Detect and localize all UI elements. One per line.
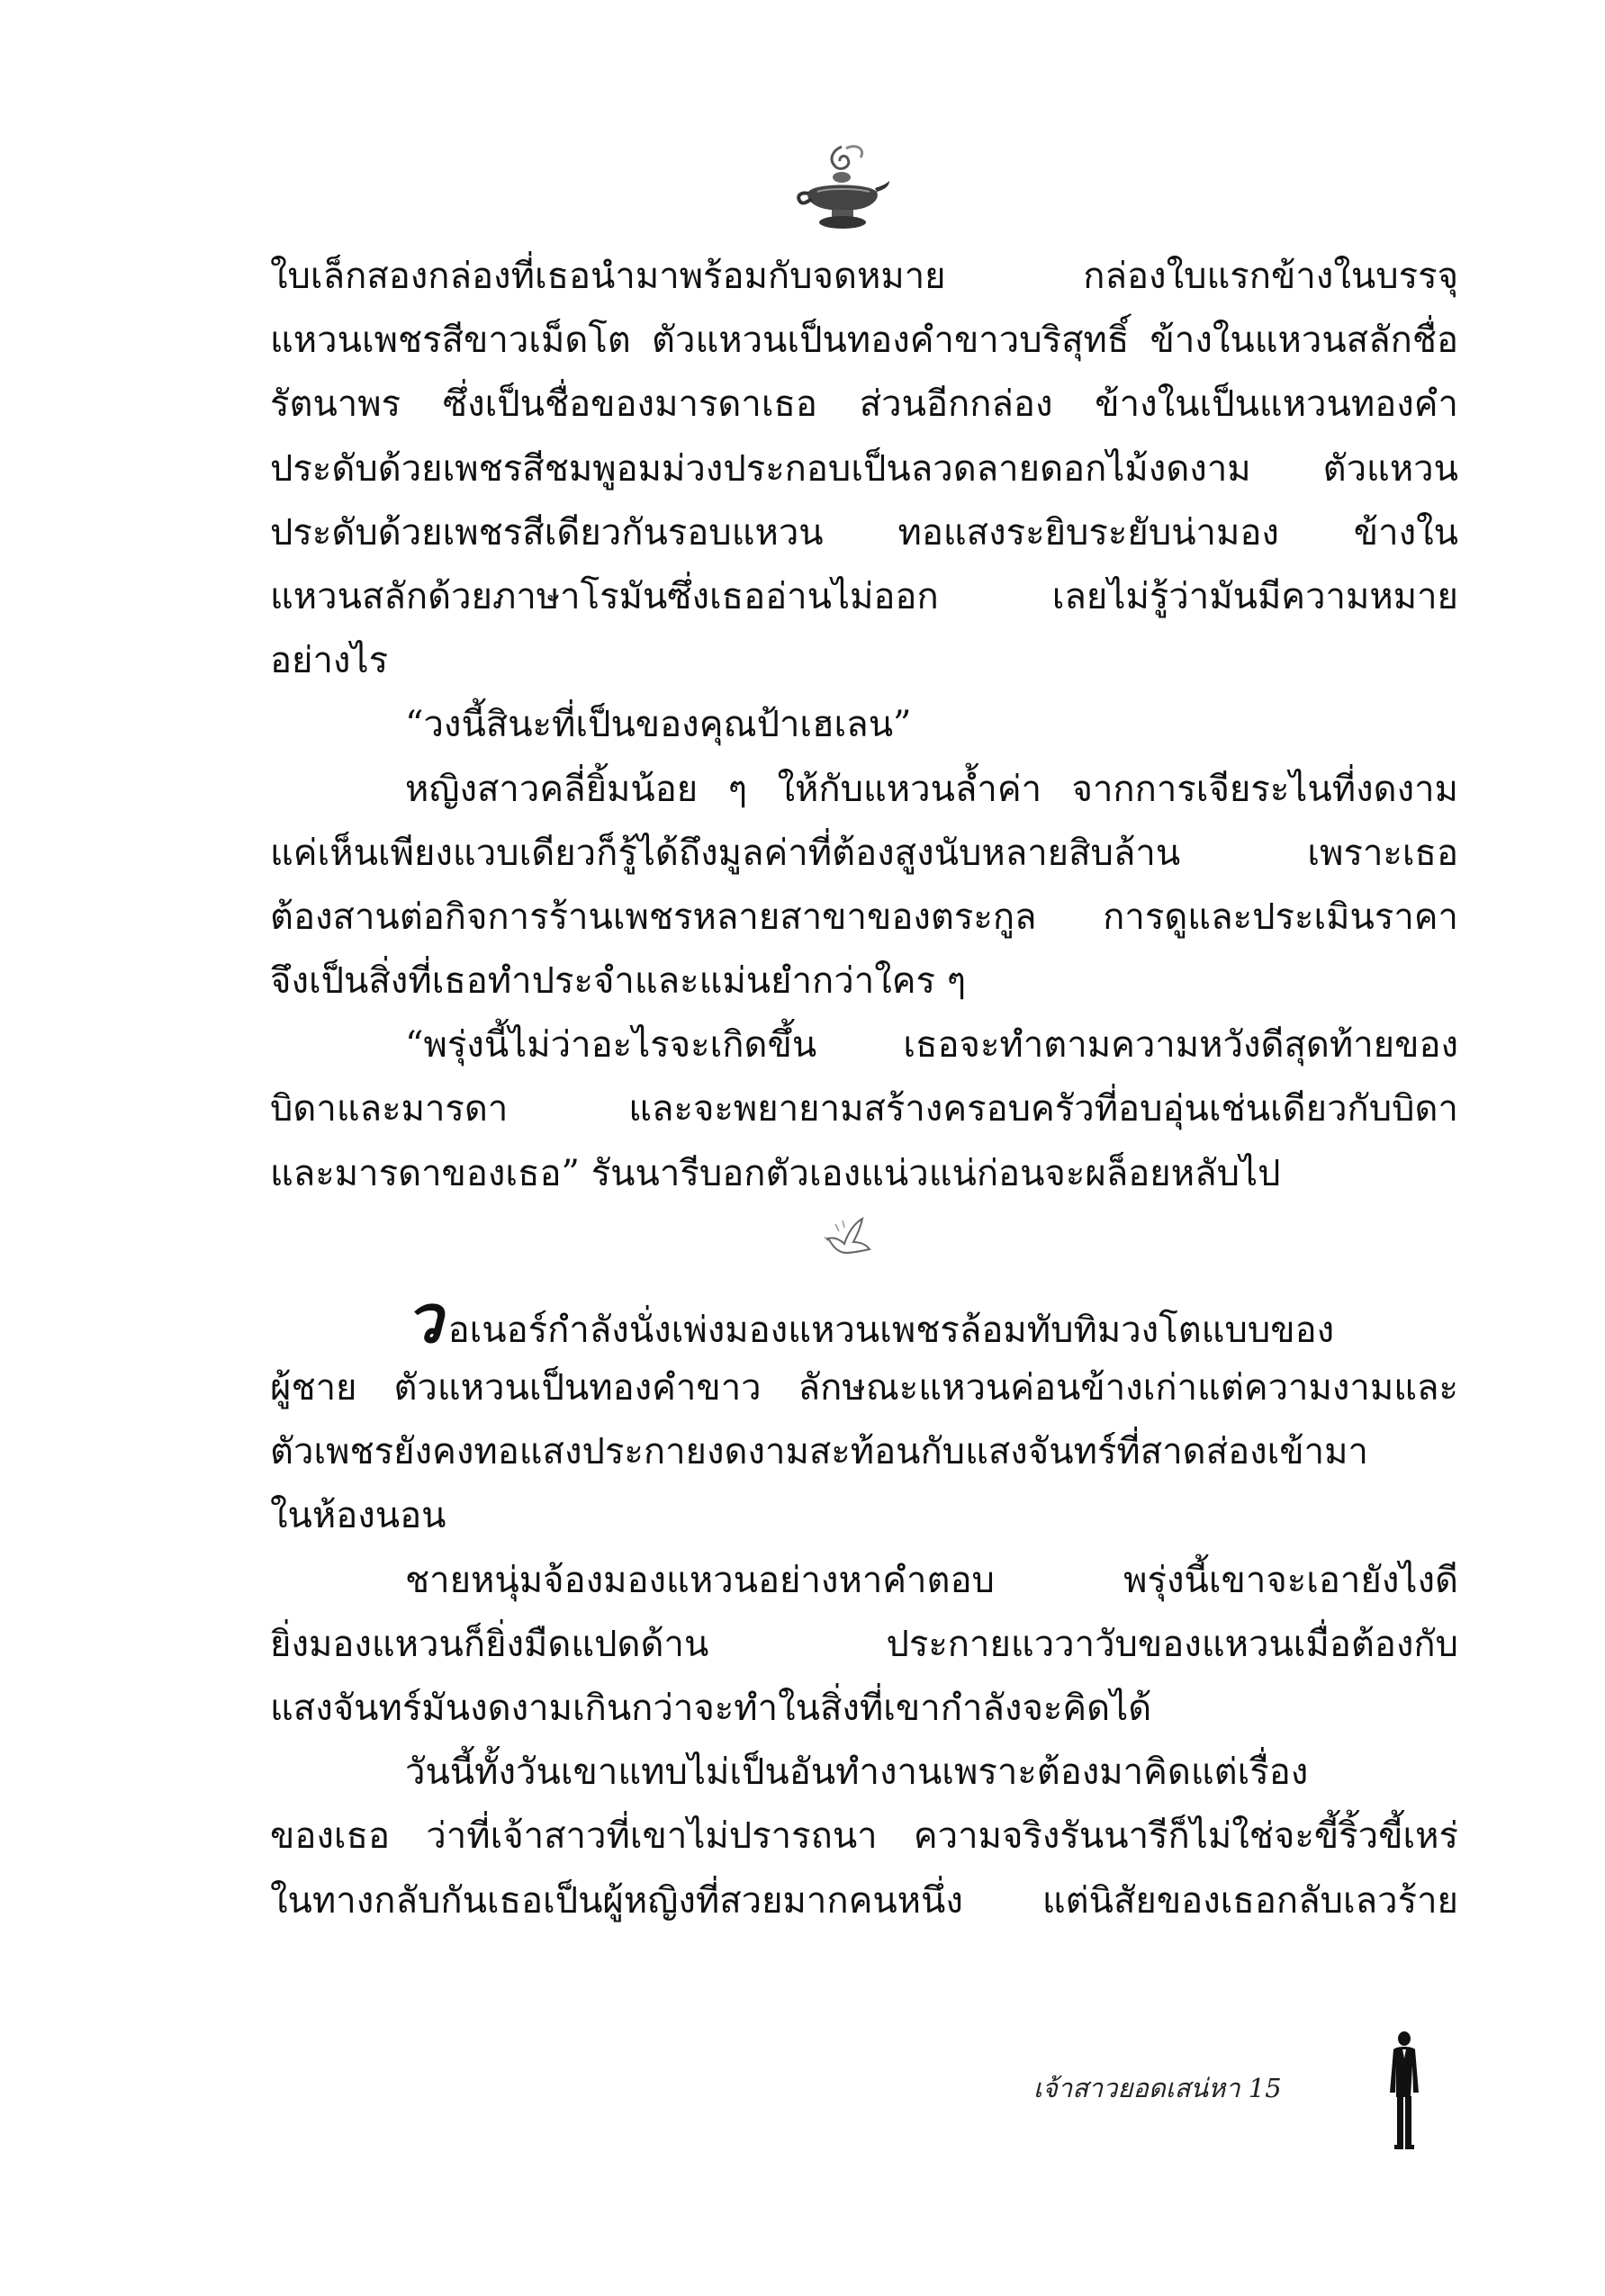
text-line: ชายหนุ่มจ้องมองแหวนอย่างหาคำตอบ พรุ่งนี้เขาจะเอายังไงดี [405,1559,1458,1601]
paragraph [270,1549,1458,1742]
text-line: ของเธอ ว่าที่เจ้าสาวที่เขาไม่ปรารถนา ความจริงรันนารีก็ไม่ใช่จะขี้ริ้วขี้เหร่ [270,1815,1458,1858]
text-line: และมารดาของเธอ” รันนารีบอกตัวเองแน่วแน่ก่อนจะผล็อยหลับไป [270,1152,1281,1194]
text-line: ประดับด้วยเพชรสีชมพูอมม่วงประกอบเป็นลวดลายดอกไม้งดงาม ตัวแหวน [270,447,1458,490]
drop-cap: ว [405,1292,443,1356]
text-line: ยิ่งมองแหวนก็ยิ่งมืดแปดด้าน ประกายแววาวับของแหวนเมื่อต้องกับ [270,1623,1458,1665]
text-line: อย่างไร [270,640,389,682]
text-line: ต้องสานต่อกิจการร้านเพชรหลายสาขาของตระกูล การดูและประเมินราคา [270,896,1458,938]
text-line: หญิงสาวคลี่ยิ้มน้อย ๆ ให้กับแหวนล้ำค่า จากการเจียระไนที่งดงาม [405,768,1458,810]
text-line: ในห้องนอน [270,1495,446,1537]
text-line: “วงนี้สินะที่เป็นของคุณป้าเฮเลน” [405,704,912,746]
text-line: บิดาและมารดา และจะพยายามสร้างครอบครัวที่อบอุ่นเช่นเดียวกับบิดา [270,1088,1458,1130]
text-line: วันนี้ทั้งวันเขาแทบไม่เป็นอันทำงานเพราะต้องมาคิดแต่เรื่อง [405,1751,1309,1794]
scene-break [270,1206,1458,1292]
running-footer [1033,2067,1282,2109]
story-text [270,245,1458,1933]
text-line-rest: อเนอร์กำลังนั่งเพ่งมองแหวนเพชรล้อมทับทิมวงโตแบบของ [447,1309,1335,1351]
paragraph [270,1741,1458,1933]
text-line: จึงเป็นสิ่งที่เธอทำประจำและแม่นยำกว่าใคร ๆ [270,960,967,1003]
dove-icon [821,1213,875,1263]
paragraph [270,1013,1458,1206]
text-line: แหวนเพชรสีขาวเม็ดโต ตัวแหวนเป็นทองคำขาวบริสุทธิ์ ข้างในแหวนสลักชื่อ [270,320,1458,362]
text-line: แสงจันทร์มันงดงามเกินกว่าจะทำในสิ่งที่เขากำลังจะคิดได้ [270,1687,1152,1729]
paragraph [270,245,1458,693]
text-line: “พรุ่งนี้ไม่ว่าอะไรจะเกิดขึ้น เธอจะทำตามความหวังดีสุดท้ายของ [405,1024,1458,1067]
text-line: แค่เห็นเพียงแวบเดียวก็รู้ได้ถึงมูลค่าที่ต้องสูงนับหลายสิบล้าน เพราะเธอ [270,832,1458,874]
text-line: แหวนสลักด้วยภาษาโรมันซึ่งเธออ่านไม่ออก เลยไม่รู้ว่ามันมีความหมาย [270,575,1458,617]
paragraph [270,1292,1458,1549]
text-line: ผู้ชาย ตัวแหวนเป็นทองคำขาว ลักษณะแหวนค่อนข้างเก่าแต่ความงามและ [270,1367,1458,1409]
text-line: รัตนาพร ซึ่งเป็นชื่อของมารดาเธอ ส่วนอีกกล่อง ข้างในเป็นแหวนทองคำ [270,383,1458,426]
man-silhouette-icon [1386,2030,1422,2151]
text-line [270,1292,1458,1356]
text-line: ใบเล็กสองกล่องที่เธอนำมาพร้อมกับจดหมาย กล่องใบแรกข้างในบรรจุ [270,256,1458,297]
text-line: ตัวเพชรยังคงทอแสงประกายงดงามสะท้อนกับแสงจันทร์ที่สาดส่องเข้ามา [270,1431,1368,1473]
text-line: ในทางกลับกันเธอเป็นผู้หญิงที่สวยมากคนหนึ่ง แต่นิสัยของเธอกลับเลวร้าย [270,1879,1458,1922]
genie-lamp-icon [792,140,891,234]
text-line: ประดับด้วยเพชรสีเดียวกันรอบแหวน ทอแสงระยิบระยับน่ามอง ข้างใน [270,511,1458,554]
book-title: เจ้าสาวยอดเสน่หา [1033,2073,1240,2103]
paragraph [270,693,1458,757]
paragraph [270,758,1458,1014]
page-number: 15 [1248,2073,1282,2103]
